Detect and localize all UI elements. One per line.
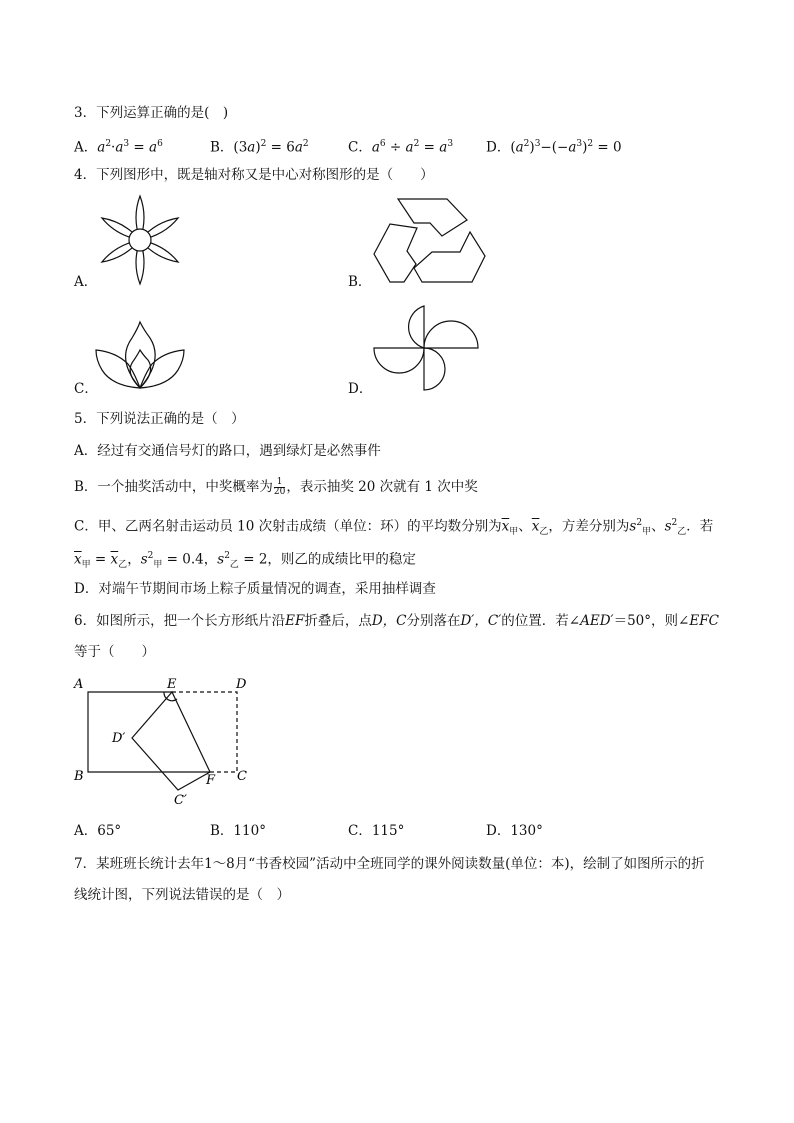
q5-option-c-line1: C．甲、乙两名射击运动员 10 次射击成绩（单位：环）的平均数分别为$\overline{x}_甲$、$\overline{x}_乙$，方差分别为$s^2_甲$、$s^2_乙$．若: [74, 518, 714, 538]
lotus-figure: [94, 320, 186, 390]
q4-option-a: A．: [74, 274, 98, 290]
q7-stem-line2: 线统计图，下列说法错误的是（ ）: [74, 887, 290, 903]
q3-stem: 3．下列运算正确的是( ): [74, 105, 229, 121]
fig-label-c: C: [237, 769, 247, 784]
q3-option-d: D．$(a^2)^3-(-a^3)^2 = 0$: [486, 139, 622, 156]
pinwheel-figure: [372, 304, 480, 392]
q5-option-b: B．一个抽奖活动中，中奖概率为 $\frac{1}{20}$ ，表示抽奖 20 次就有 1 次中奖: [74, 477, 478, 497]
q4-option-d: D．: [348, 381, 373, 397]
q6-option-c: C．115°: [348, 823, 405, 839]
q6-option-d: D．130°: [486, 823, 543, 839]
recycle-figure: [372, 196, 486, 286]
fig-label-d-prime: D′: [112, 731, 126, 746]
q5-option-c-line2: $\overline{x}_甲 = \overline{x}_乙$，$s^2_甲 = 0.4$，$s^2_乙 = 2$，则乙的成绩比甲的稳定: [74, 551, 416, 571]
fig-label-e: E: [167, 677, 177, 692]
q4-option-b: B．: [348, 274, 372, 290]
q6-option-b: B．110°: [210, 823, 266, 839]
q5-option-a: A．经过有交通信号灯的路口，遇到绿灯是必然事件: [74, 443, 381, 459]
fig-label-c-prime: C′: [174, 793, 187, 808]
q6-stem-line1: 6．如图所示，把一个长方形纸片沿EF折叠后，点D，C分别落在D′，C′的位置．若∠AED′＝50°，则∠EFC: [74, 613, 719, 629]
q4-option-c: C．: [74, 381, 98, 397]
q6-option-a: A．65°: [74, 823, 122, 839]
fig-label-d: D: [236, 677, 247, 692]
q3-option-a: A．$a^2\cdot a^3 = a^6$: [74, 139, 163, 156]
fig-label-a: A: [74, 677, 84, 692]
q7-stem-line1: 7．某班班长统计去年1～8月“书香校园”活动中全班同学的课外阅读数量(单位：本)，绘制了如图所示的折: [74, 856, 705, 872]
fig-label-b: B: [74, 769, 84, 784]
q5-option-d: D．对端午节期间市场上粽子质量情况的调查，采用抽样调查: [74, 581, 436, 597]
q3-option-c: C．$a^6 \div a^2 = a^3$: [348, 139, 454, 156]
fig-label-f: F: [206, 773, 216, 788]
folding-figure: [70, 672, 260, 812]
q4-stem: 4．下列图形中，既是轴对称又是中心对称图形的是（ ）: [74, 167, 434, 183]
q6-stem-line2: 等于（ ）: [74, 644, 155, 660]
q3-option-b: B．$(3a)^2 = 6a^2$: [210, 139, 309, 156]
flower-figure: [92, 192, 188, 288]
q5-stem: 5．下列说法正确的是（ ）: [74, 411, 245, 427]
